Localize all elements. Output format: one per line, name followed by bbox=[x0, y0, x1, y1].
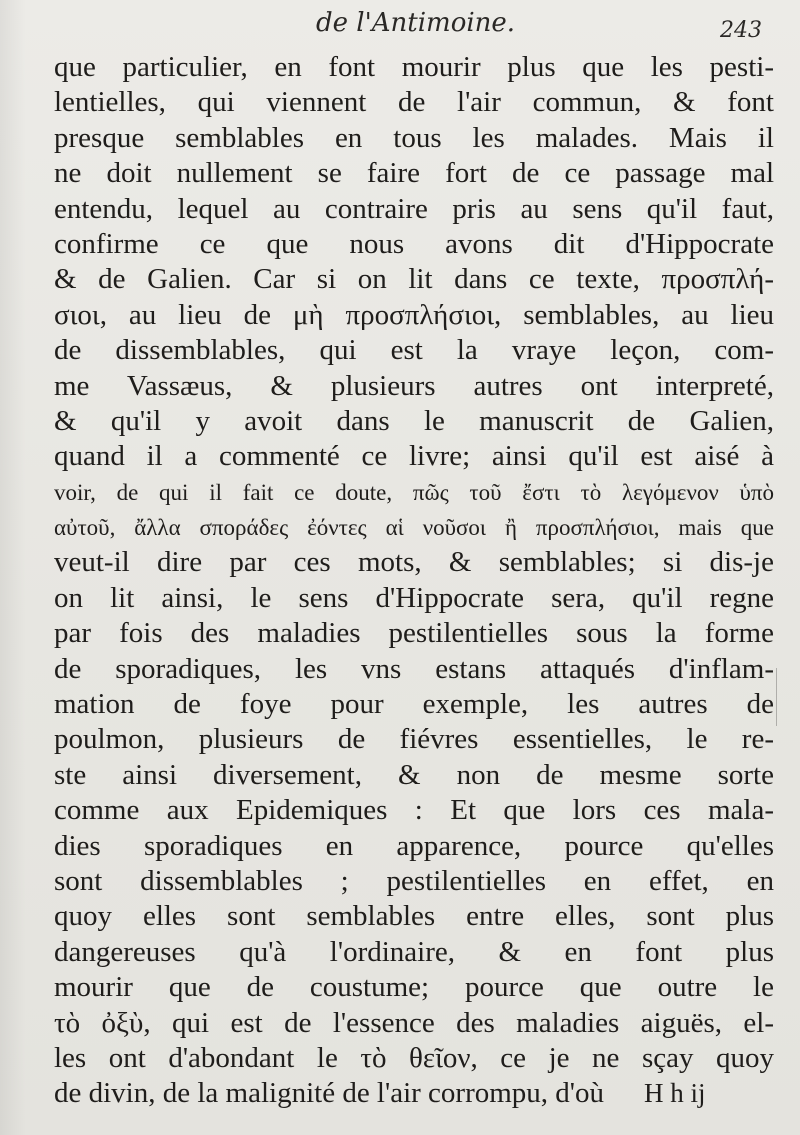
running-head bbox=[0, 6, 800, 48]
text-line: sont dissemblables ; pestilentielles en effet, en bbox=[54, 864, 774, 897]
text-line: veut-il dire par ces mots, & semblables; si dis-je bbox=[54, 546, 774, 579]
text-line: dangereuses qu'à l'ordinaire, & en font plus bbox=[54, 935, 774, 968]
text-line: par fois des maladies pestilentielles sous la forme bbox=[54, 617, 774, 650]
text-line: mourir que de coustume; pource que outre le bbox=[54, 971, 774, 1004]
text-line: me Vassæus, & plusieurs autres ont interpreté, bbox=[54, 369, 774, 402]
text-line: mation de foye pour exemple, les autres de bbox=[54, 688, 774, 721]
text-line: les ont d'abondant le τὸ θεῖον, ce je ne sçay quoy bbox=[54, 1041, 774, 1074]
text-line: & qu'il y avoit dans le manuscrit de Galien, bbox=[54, 404, 774, 437]
text-line: on lit ainsi, le sens d'Hippocrate sera, qu'il regne bbox=[54, 581, 774, 614]
text-line: de divin, de la malignité de l'air corrompu, d'où bbox=[54, 1077, 605, 1110]
signature-mark: H h ij bbox=[644, 1078, 706, 1108]
page-number: 243 bbox=[720, 18, 762, 43]
body-text bbox=[54, 50, 774, 1112]
text-line: σιοι, au lieu de μὴ προσπλήσιοι, semblables, au lieu bbox=[54, 298, 774, 331]
spine-shadow bbox=[0, 0, 26, 1135]
text-line: presque semblables en tous les malades. Mais il bbox=[54, 121, 774, 154]
text-line: confirme ce que nous avons dit d'Hippocrate bbox=[54, 227, 774, 260]
text-line: de sporadiques, les vns estans attaqués d'inflam- bbox=[54, 652, 774, 685]
text-line: voir, de qui il fait ce doute, πῶς τοῦ ἔστι τὸ λεγόμενον ὑπὸ bbox=[54, 479, 774, 505]
text-line: αὐτοῦ, ἄλλα σποράδες ἐόντες αἱ νοῦσοι ἢ προσπλήσιοι, mais que bbox=[54, 515, 774, 541]
text-line: & de Galien. Car si on lit dans ce texte, προσπλή- bbox=[54, 263, 774, 296]
text-line: quand il a commenté ce livre; ainsi qu'il est aisé à bbox=[54, 440, 774, 473]
text-line: dies sporadiques en apparence, pource qu'elles bbox=[54, 829, 774, 862]
text-line: poulmon, plusieurs de fiévres essentielles, le re- bbox=[54, 723, 774, 756]
text-line: lentielles, qui viennent de l'air commun, & font bbox=[54, 86, 774, 119]
text-line: ne doit nullement se faire fort de ce passage mal bbox=[54, 157, 774, 190]
text-line: ste ainsi diversement, & non de mesme sorte bbox=[54, 758, 774, 791]
text-line: que particulier, en font mourir plus que les pesti- bbox=[54, 51, 774, 83]
text-line: comme aux Epidemiques : Et que lors ces mala- bbox=[54, 794, 774, 827]
text-line: entendu, lequel au contraire pris au sens qu'il faut, bbox=[54, 192, 774, 225]
margin-mark bbox=[776, 668, 777, 726]
text-line: τὸ ὀξὺ, qui est de l'essence des maladies aiguës, el- bbox=[54, 1006, 774, 1039]
text-line: quoy elles sont semblables entre elles, sont plus bbox=[54, 900, 774, 933]
text-line: de dissemblables, qui est la vraye leçon, com- bbox=[54, 334, 774, 367]
running-head-title: de l'Antimoine. bbox=[316, 8, 516, 38]
